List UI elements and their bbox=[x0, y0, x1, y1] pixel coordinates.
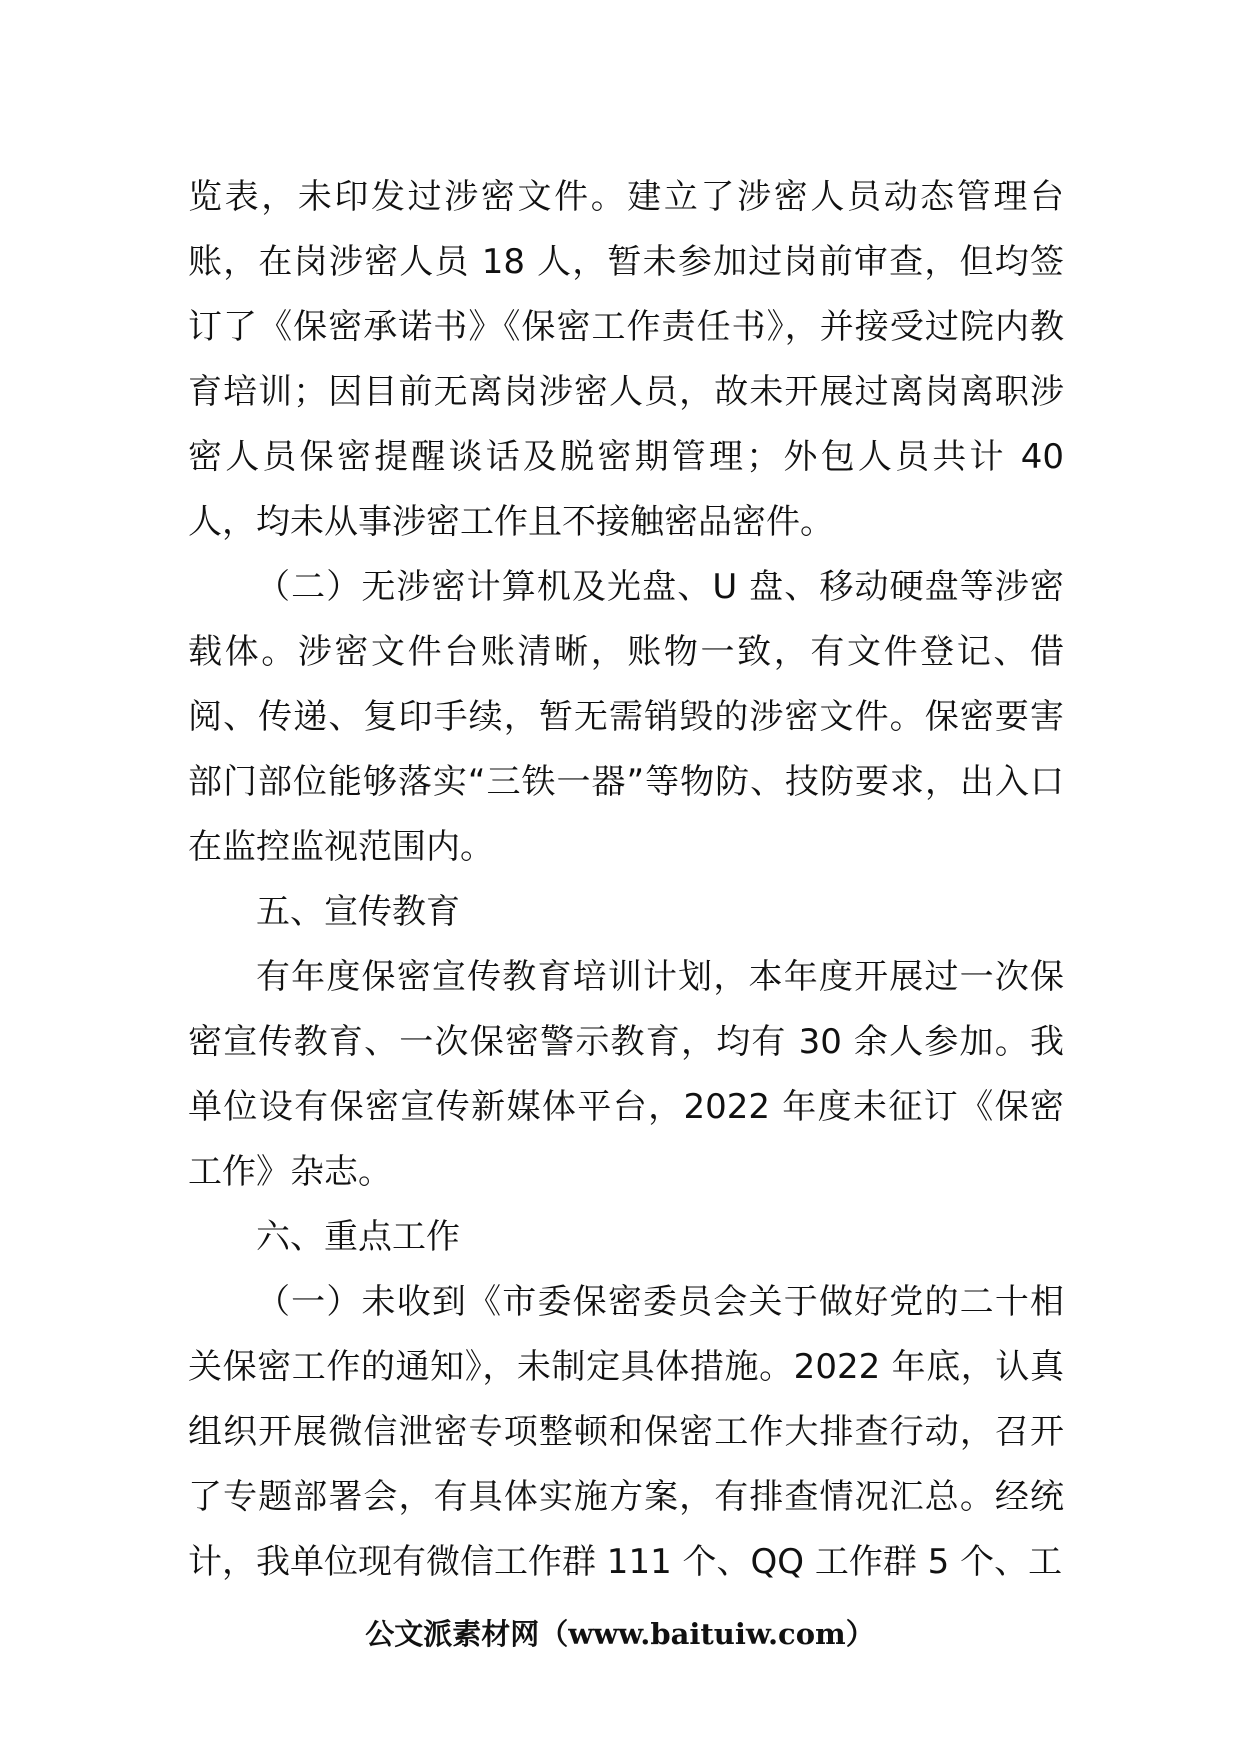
paragraph-key-work: （一）未收到《市委保密委员会关于做好党的二十相关保密工作的通知》，未制定具体措施。2022 年底，认真组织开展微信泄密专项整顿和保密工作大排查行动，召开了专题部署会，有具体实施方案，有排查情况汇总。经统计，我单位现有微信工作群 111 个、QQ 工作群 5 个、工 bbox=[188, 1282, 1064, 1582]
section-heading-publicity-education: 五、宣传教育 bbox=[256, 892, 460, 932]
section-heading-key-work: 六、重点工作 bbox=[256, 1217, 460, 1257]
footer-watermark: 公文派素材网（www.baituiw.com） bbox=[365, 1617, 875, 1651]
paragraph-publicity-education: 有年度保密宣传教育培训计划，本年度开展过一次保密宣传教育、一次保密警示教育，均有 30 余人参加。我单位设有保密宣传新媒体平台，2022 年度未征订《保密工作》杂志。 bbox=[188, 957, 1064, 1192]
paragraph-carrier-management: （二）无涉密计算机及光盘、U 盘、移动硬盘等涉密载体。涉密文件台账清晰，账物一致，有文件登记、借阅、传递、复印手续，暂无需销毁的涉密文件。保密要害部门部位能够落实“三铁一器”等物防、技防要求，出入口在监控监视范围内。 bbox=[188, 567, 1064, 867]
paragraph-personnel-management: 览表，未印发过涉密文件。建立了涉密人员动态管理台账，在岗涉密人员 18 人，暂未参加过岗前审查，但均签订了《保密承诺书》《保密工作责任书》，并接受过院内教育培训；因目前无离岗涉密人员，故未开展过离岗离职涉密人员保密提醒谈话及脱密期管理；外包人员共计 40 人，均未从事涉密工作且不接触密品密件。 bbox=[188, 177, 1064, 542]
document-body bbox=[188, 165, 1064, 1595]
